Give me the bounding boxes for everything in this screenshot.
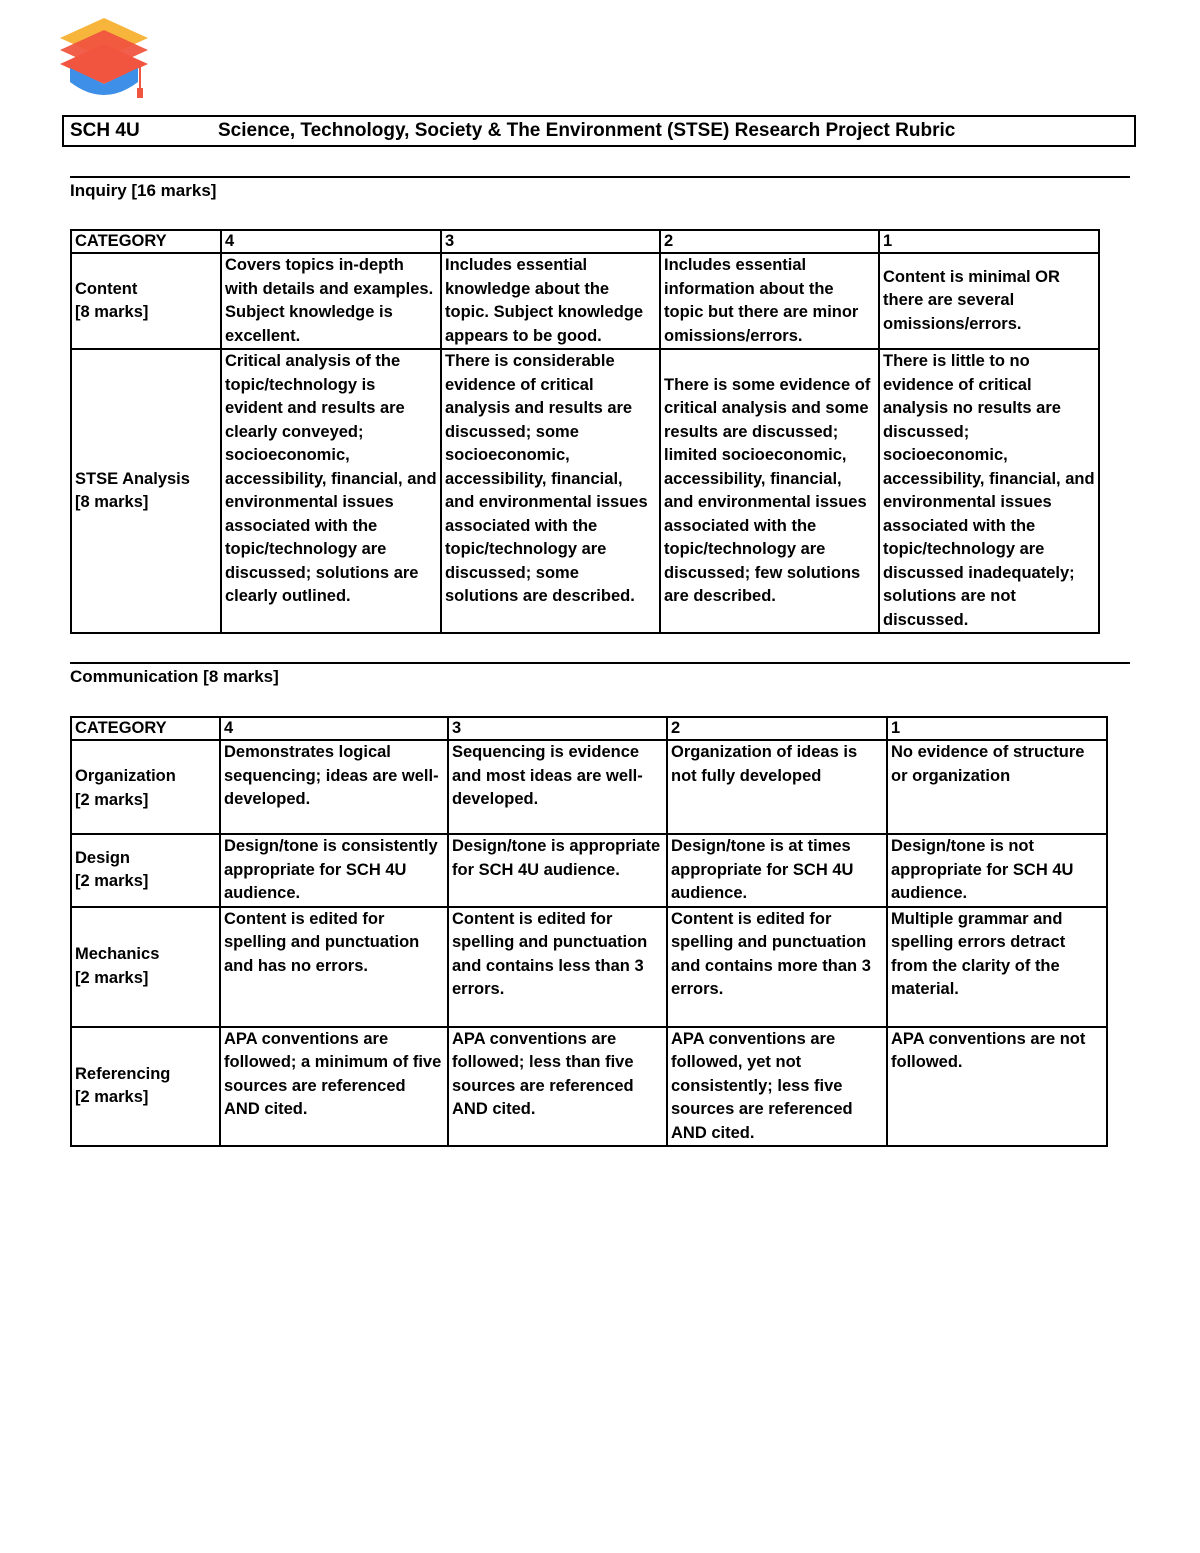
level-cell: Includes essential knowledge about the topic. Subject knowledge appears to be good. (441, 253, 660, 349)
section-divider (70, 176, 1130, 178)
column-header: 3 (441, 230, 660, 253)
category-cell (71, 1027, 220, 1147)
level-cell: APA conventions are followed; a minimum of five sources are referenced AND cited. (220, 1027, 448, 1147)
inquiry-rubric-table (70, 229, 1100, 634)
inquiry-heading: Inquiry [16 marks] (70, 181, 217, 200)
level-cell: There is considerable evidence of critical analysis and results are discussed; some socioeconomic, accessibility, financial, and environmental issues associated with the topic/technology are discussed; some solutions are described. (441, 349, 660, 633)
level-cell: Design/tone is appropriate for SCH 4U audience. (448, 834, 667, 907)
category-name: STSE Analysis (75, 469, 190, 488)
column-header: 3 (448, 717, 667, 740)
table-header-row (71, 230, 1099, 253)
column-header: 1 (879, 230, 1099, 253)
column-header: CATEGORY (71, 717, 220, 740)
category-marks: [2 marks] (75, 790, 149, 809)
communication-rubric-table (70, 716, 1108, 1147)
level-cell: APA conventions are followed; less than five sources are referenced AND cited. (448, 1027, 667, 1147)
table-row (71, 907, 1107, 1027)
table-row (71, 253, 1099, 349)
communication-heading: Communication [8 marks] (70, 667, 279, 686)
category-marks: [8 marks] (75, 303, 149, 321)
level-cell: Design/tone is not appropriate for SCH 4U audience. (887, 834, 1107, 907)
level-cell: Demonstrates logical sequencing; ideas are well-developed. (220, 740, 448, 834)
table-row (71, 1027, 1107, 1147)
page-title: Science, Technology, Society & The Environment (STSE) Research Project Rubric (218, 120, 956, 141)
title-box (62, 115, 1136, 147)
level-cell: Critical analysis of the topic/technology is evident and results are clearly conveyed; socioeconomic, accessibility, financial, and environmental issues associated with the topic/technology are discussed; solutions are clearly outlined. (221, 349, 441, 633)
course-code: SCH 4U (70, 120, 140, 141)
category-cell (71, 907, 220, 1027)
level-cell: APA conventions are followed, yet not consistently; less five sources are referenced AND cited. (667, 1027, 887, 1147)
column-header: 1 (887, 717, 1107, 740)
level-cell: There is little to no evidence of critical analysis no results are discussed; socioeconomic, accessibility, financial, and environmental issues associated with the topic/technology are discussed inadequately; solutions are not discussed. (879, 349, 1099, 633)
column-header: 4 (221, 230, 441, 253)
table-row (71, 740, 1107, 834)
level-cell: There is some evidence of critical analysis and some results are discussed; limited socioeconomic, accessibility, financial, and environmental issues associated with the topic/technology are discussed; few solutions are described. (660, 349, 879, 633)
level-cell: APA conventions are not followed. (887, 1027, 1107, 1147)
category-marks: [2 marks] (75, 1088, 149, 1107)
category-marks: [2 marks] (75, 872, 149, 891)
level-cell: Covers topics in-depth with details and examples. Subject knowledge is excellent. (221, 253, 441, 349)
category-name: Design (75, 848, 131, 867)
logo (56, 16, 152, 102)
column-header: CATEGORY (71, 230, 221, 253)
level-cell: Organization of ideas is not fully developed (667, 740, 887, 834)
column-header: 2 (660, 230, 879, 253)
category-marks: [2 marks] (75, 968, 149, 987)
table-row (71, 349, 1099, 633)
level-cell: Content is minimal OR there are several omissions/errors. (879, 253, 1099, 349)
level-cell: Design/tone is consistently appropriate for SCH 4U audience. (220, 834, 448, 907)
table-row (71, 834, 1107, 907)
category-cell (71, 349, 221, 633)
level-cell: Multiple grammar and spelling errors detract from the clarity of the material. (887, 907, 1107, 1027)
category-name: Organization (75, 767, 176, 785)
level-cell: No evidence of structure or organization (887, 740, 1107, 834)
level-cell: Includes essential information about the topic but there are minor omissions/errors. (660, 253, 879, 349)
column-header: 2 (667, 717, 887, 740)
category-name: Mechanics (75, 945, 160, 963)
section-divider (70, 662, 1130, 664)
category-name: Referencing (75, 1064, 171, 1083)
level-cell: Content is edited for spelling and punctuation and contains less than 3 errors. (448, 907, 667, 1027)
level-cell: Content is edited for spelling and punctuation and has no errors. (220, 907, 448, 1027)
category-marks: [8 marks] (75, 493, 149, 511)
level-cell: Content is edited for spelling and punctuation and contains more than 3 errors. (667, 907, 887, 1027)
category-cell (71, 253, 221, 349)
table-header-row (71, 717, 1107, 740)
category-name: Content (75, 279, 138, 298)
level-cell: Design/tone is at times appropriate for SCH 4U audience. (667, 834, 887, 907)
level-cell: Sequencing is evidence and most ideas are well-developed. (448, 740, 667, 834)
category-cell (71, 834, 220, 907)
category-cell (71, 740, 220, 834)
graduation-cap-stack-icon (56, 16, 152, 102)
column-header: 4 (220, 717, 448, 740)
